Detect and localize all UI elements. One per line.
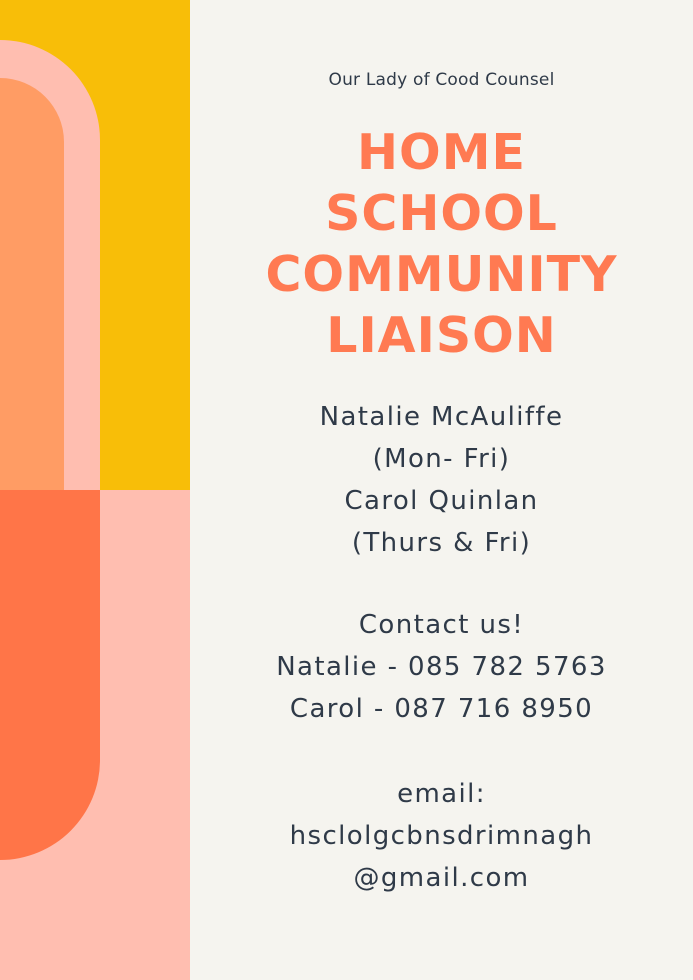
- title-line-home: HOME: [357, 124, 526, 181]
- title-line-school: SCHOOL: [325, 185, 558, 242]
- email-label: email:: [397, 779, 486, 809]
- staff-name-natalie: Natalie McAuliffe: [319, 402, 564, 432]
- upper-arch-fill: [0, 78, 64, 490]
- lower-arch-fill: [0, 490, 100, 860]
- email-section: [190, 773, 693, 899]
- staff-schedule: [190, 396, 693, 564]
- title-line-community: COMMUNITY: [265, 246, 618, 303]
- flyer-content: [190, 0, 693, 980]
- contact-heading: Contact us!: [358, 610, 525, 640]
- phone-natalie: Natalie - 085 782 5763: [276, 652, 607, 682]
- contact-section: [190, 604, 693, 730]
- decorative-art-panel: [0, 0, 190, 980]
- decorative-arch-shapes: [0, 0, 190, 980]
- phone-carol: Carol - 087 716 8950: [289, 694, 594, 724]
- staff-days-natalie: (Mon- Fri): [372, 444, 511, 474]
- title-line-liaison: LIAISON: [326, 307, 557, 364]
- program-title: [190, 122, 693, 366]
- staff-name-carol: Carol Quinlan: [344, 486, 539, 516]
- email-address-user: hsclolgcbnsdrimnagh: [289, 821, 594, 851]
- school-name: Our Lady of Cood Counsel: [328, 70, 555, 90]
- staff-days-carol: (Thurs & Fri): [351, 528, 532, 558]
- email-address-domain: @gmail.com: [353, 863, 530, 893]
